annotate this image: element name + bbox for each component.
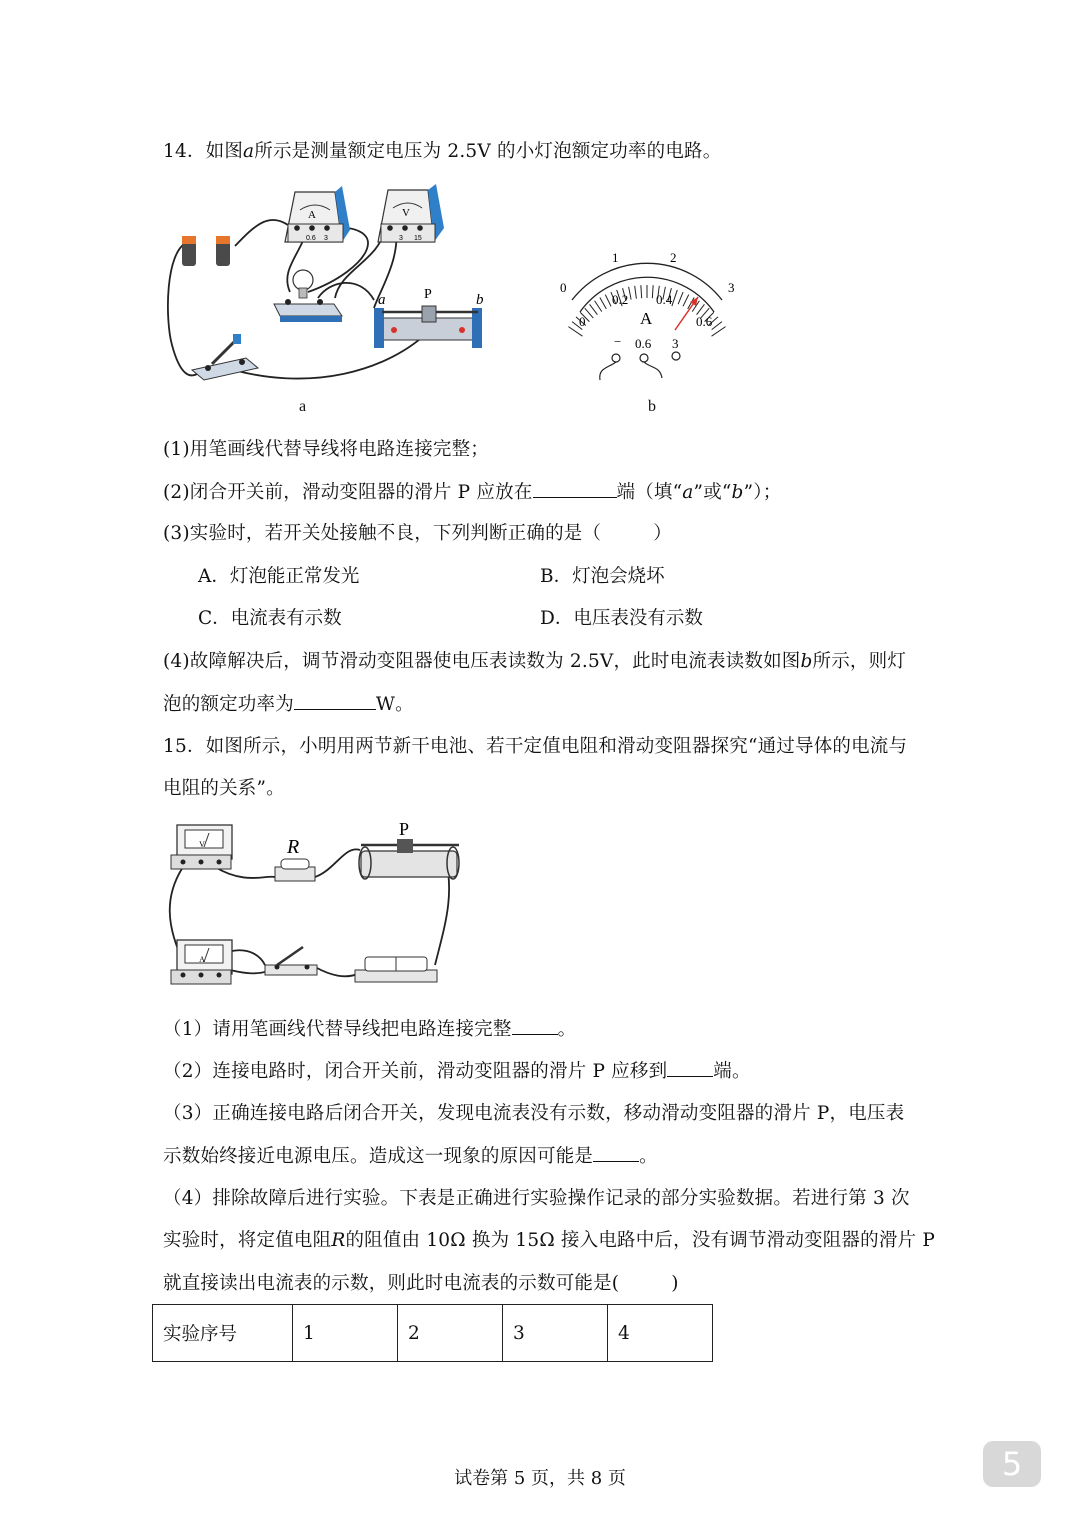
q15-part-4-text-3: 就直接读出电流表的示数，则此时电流表的示数可能是( [163,1273,620,1294]
q15-part-4-text-4: ) [671,1273,679,1294]
dial-tick [672,290,677,306]
q14-part-2 [163,479,781,506]
table-row [153,1305,713,1362]
voltmeter-letter: V [402,207,410,219]
q15-part-3-line-1: （3）正确连接电路后闭合开关，发现电流表没有示数，移动滑动变阻器的滑片 P，电压表 [163,1103,905,1124]
q15-part-2-text-2: 端。 [713,1061,751,1082]
q15-part-1 [163,1016,576,1043]
q14-option-c[interactable]: C．电流表有示数 [198,608,342,629]
q14-part-2-blank[interactable] [533,479,617,498]
dial-terminal-3: 3 [672,336,679,351]
q15-part-3-text: 示数始终接近电源电压。造成这一现象的原因可能是 [163,1146,594,1167]
q14-part-3-text: (3)实验时，若开关处接触不良，下列判断正确的是（ [163,523,602,544]
dial-lower-label-3: 0.6 [696,314,713,329]
q14-part-3-text-2: ） [653,523,672,544]
q14-part-4-blank[interactable] [294,691,376,710]
q15-part-2 [163,1058,751,1085]
dial-upper-label-3: 3 [728,280,735,295]
q15-part-4-text-2: 的阻值由 10Ω 换为 15Ω 接入电路中后，没有调节滑动变阻器的滑片 P [345,1230,935,1251]
q15-meter-a: A [199,955,205,964]
q15-part-4-line-1: （4）排除故障后进行实验。下表是正确进行实验操作记录的部分实验数据。若进行第 3 次 [163,1188,910,1209]
q14-part-2-a: a [682,482,694,503]
q14-part-2-text-3: ”或“ [693,482,732,503]
voltmeter-term-2: 15 [414,235,422,242]
table-cell: 2 [398,1305,503,1362]
q14-part-2-b: b [731,482,744,503]
bulb-icon [274,270,342,322]
dial-tick [641,285,642,298]
q14-option-a[interactable]: A．灯泡能正常发光 [198,566,360,587]
battery-holder-icon [355,957,437,982]
q14-part-4-text-2: 所示，则灯 [812,651,907,672]
q15-label-r: R [287,836,300,858]
q14-part-4-line-1 [163,649,906,675]
q15-data-table [152,1304,713,1362]
table-cell: 1 [293,1305,398,1362]
table-cell: 3 [503,1305,608,1362]
dial-tick [678,292,683,304]
dial-unit: A [640,309,653,328]
q14-part-4-fig-ref: b [800,651,813,672]
q14-figure-b [550,240,750,385]
q14-option-b[interactable]: B．灯泡会烧坏 [540,566,665,587]
dial-tick [605,295,611,307]
dial-lower-label-1: 0.2 [612,292,629,307]
q15-label-p: P [399,819,410,839]
dial-upper-label-1: 1 [612,250,619,265]
rheostat-b-label: b [476,292,484,308]
page-number-badge[interactable]: 5 [983,1441,1041,1487]
dial-tick [712,322,722,330]
q15-part-1-text-2: 。 [557,1019,577,1040]
q14-figure-a [160,180,520,395]
ammeter-a-icon [285,186,350,242]
q15-part-4-r: R [331,1230,346,1251]
q14-part-1: (1)用笔画线代替导线将电路连接完整； [163,439,490,460]
ammeter-term-2: 3 [324,235,328,242]
q14-part-2-text-2: 端（填“ [616,482,683,503]
dial-tick [585,308,594,318]
q14-stem-text: 14．如图 [163,141,244,162]
q14-part-4-text-4: W。 [375,694,414,715]
dial-lower-label-0: 0 [579,314,586,329]
dial-tick [635,286,637,299]
q15-figure [165,815,475,995]
q15-part-2-text: （2）连接电路时，闭合开关前，滑动变阻器的滑片 P 应移到 [163,1061,668,1082]
dial-tick [590,304,598,314]
q15-part-4-text: 实验时，将定值电阻 [163,1230,332,1251]
dial-tick [683,295,689,307]
ammeter-term-1: 0.6 [306,235,316,242]
q14-figure-b-caption: b [648,398,656,415]
dial-terminal-minus: − [614,334,622,349]
dial-upper-label-0: 0 [560,280,567,295]
q15-meter-v: V [199,840,205,849]
q15-part-2-blank[interactable] [667,1058,713,1077]
q14-stem [163,139,721,165]
q14-figure-a-caption: a [299,398,307,415]
q15-part-4-line-3 [163,1271,679,1297]
q14-part-4-line-2 [163,691,414,718]
q14-part-2-text: (2)闭合开关前，滑动变阻器的滑片 P 应放在 [163,482,533,503]
q14-option-d[interactable]: D．电压表没有示数 [540,608,703,629]
dial-terminal-06: 0.6 [635,336,652,351]
dial-tick [600,298,606,309]
q14-part-3 [163,521,672,547]
table-header-cell: 实验序号 [153,1305,293,1362]
q14-part-4-text: (4)故障解决后，调节滑动变阻器使电压表读数为 2.5V，此时电流表读数如图 [163,651,801,672]
q15-part-3-blank[interactable] [593,1143,639,1162]
rheostat-p-label: P [424,287,432,302]
q15-part-4-line-2 [163,1228,935,1254]
resistor-icon [275,859,315,881]
q15-switch-icon [265,947,317,975]
dial-lower-label-2: 0.4 [656,292,673,307]
table-cell: 4 [608,1305,713,1362]
q14-stem-text-2: 所示是测量额定电压为 2.5V 的小灯泡额定功率的电路。 [254,141,722,162]
dial-tick [595,301,602,312]
q15-stem-line-2: 电阻的关系”。 [163,778,285,799]
ammeter-letter: A [308,209,316,221]
q15-part-3-line-2 [163,1143,658,1170]
voltmeter-term-1: 3 [399,235,403,242]
page-footer: 试卷第 5 页，共 8 页 [454,1468,626,1489]
dial-tick [629,287,632,300]
voltmeter-v-icon [378,184,444,242]
rheostat-a-label: a [378,292,386,308]
q15-rheostat-icon [359,839,459,879]
q15-stem-line-1: 15．如图所示，小明用两节新干电池、若干定值电阻和滑动变阻器探究“通过导体的电流与 [163,736,908,757]
q14-part-2-text-4: ”）； [743,482,782,503]
dial-tick [652,285,653,298]
q15-part-1-blank[interactable] [512,1016,558,1035]
dial-upper-label-2: 2 [670,250,677,265]
q14-stem-fig-ref: a [243,141,255,162]
rheostat-icon [374,306,482,348]
q15-part-1-text: （1）请用笔画线代替导线把电路连接完整 [163,1019,512,1040]
q15-part-3-text-2: 。 [639,1146,658,1167]
q14-part-4-text-3: 泡的额定功率为 [163,694,294,715]
